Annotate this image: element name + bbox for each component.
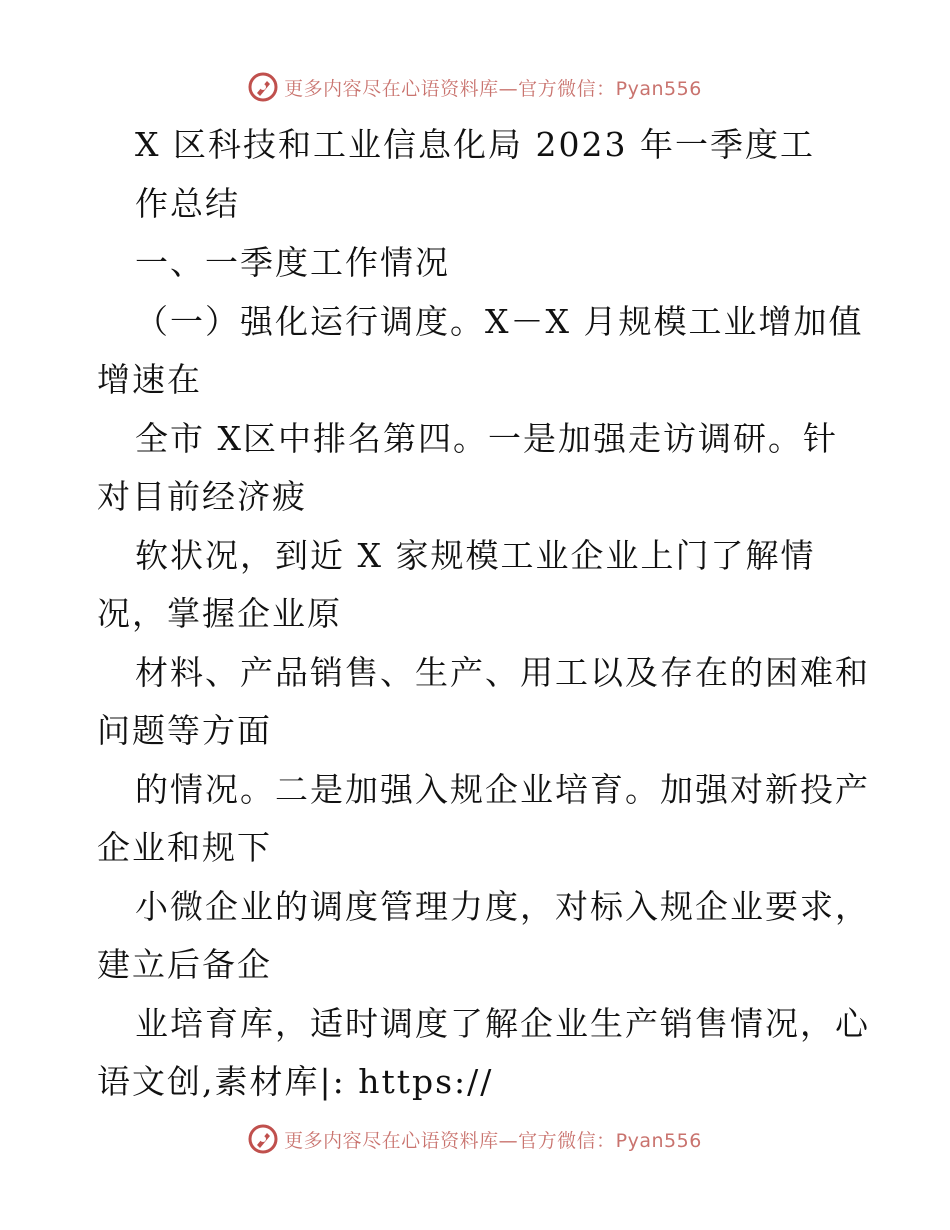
body-line: （一）强化运行调度。X－X 月规模工业增加值 [135,302,864,341]
pen-seal-logo-icon [248,72,278,102]
watermark-text: 更多内容尽在心语资料库—官方微信：Pyan556 [284,77,702,100]
header-watermark [0,72,950,102]
body-line: 企业和规下 [97,828,272,867]
pen-seal-logo-icon [248,1124,278,1154]
body-line: 增速在 [97,360,202,399]
doc-title-line-1: X 区科技和工业信息化局 2023 年一季度工 [135,125,815,164]
section-heading: 一、一季度工作情况 [135,243,450,282]
footer-watermark [0,1124,950,1154]
body-line: 问题等方面 [97,711,272,750]
body-line: 业培育库，适时调度了解企业生产销售情况，心 [135,1004,870,1043]
body-line: 材料、产品销售、生产、用工以及存在的困难和 [135,653,870,692]
body-line: 对目前经济疲 [97,477,307,516]
body-line: 小微企业的调度管理力度，对标入规企业要求， [135,887,870,926]
body-line: 软状况，到近 X 家规模工业企业上门了解情 [135,536,816,575]
watermark-text: 更多内容尽在心语资料库—官方微信：Pyan556 [284,1129,702,1152]
body-line: 况，掌握企业原 [97,594,342,633]
body-line: 全市 X区中排名第四。一是加强走访调研。针 [135,419,838,458]
doc-title-line-2: 作总结 [135,184,240,223]
body-line: 语文创,素材库|: https:// [97,1062,494,1101]
body-line: 的情况。二是加强入规企业培育。加强对新投产 [135,770,870,809]
body-line: 建立后备企 [97,945,272,984]
